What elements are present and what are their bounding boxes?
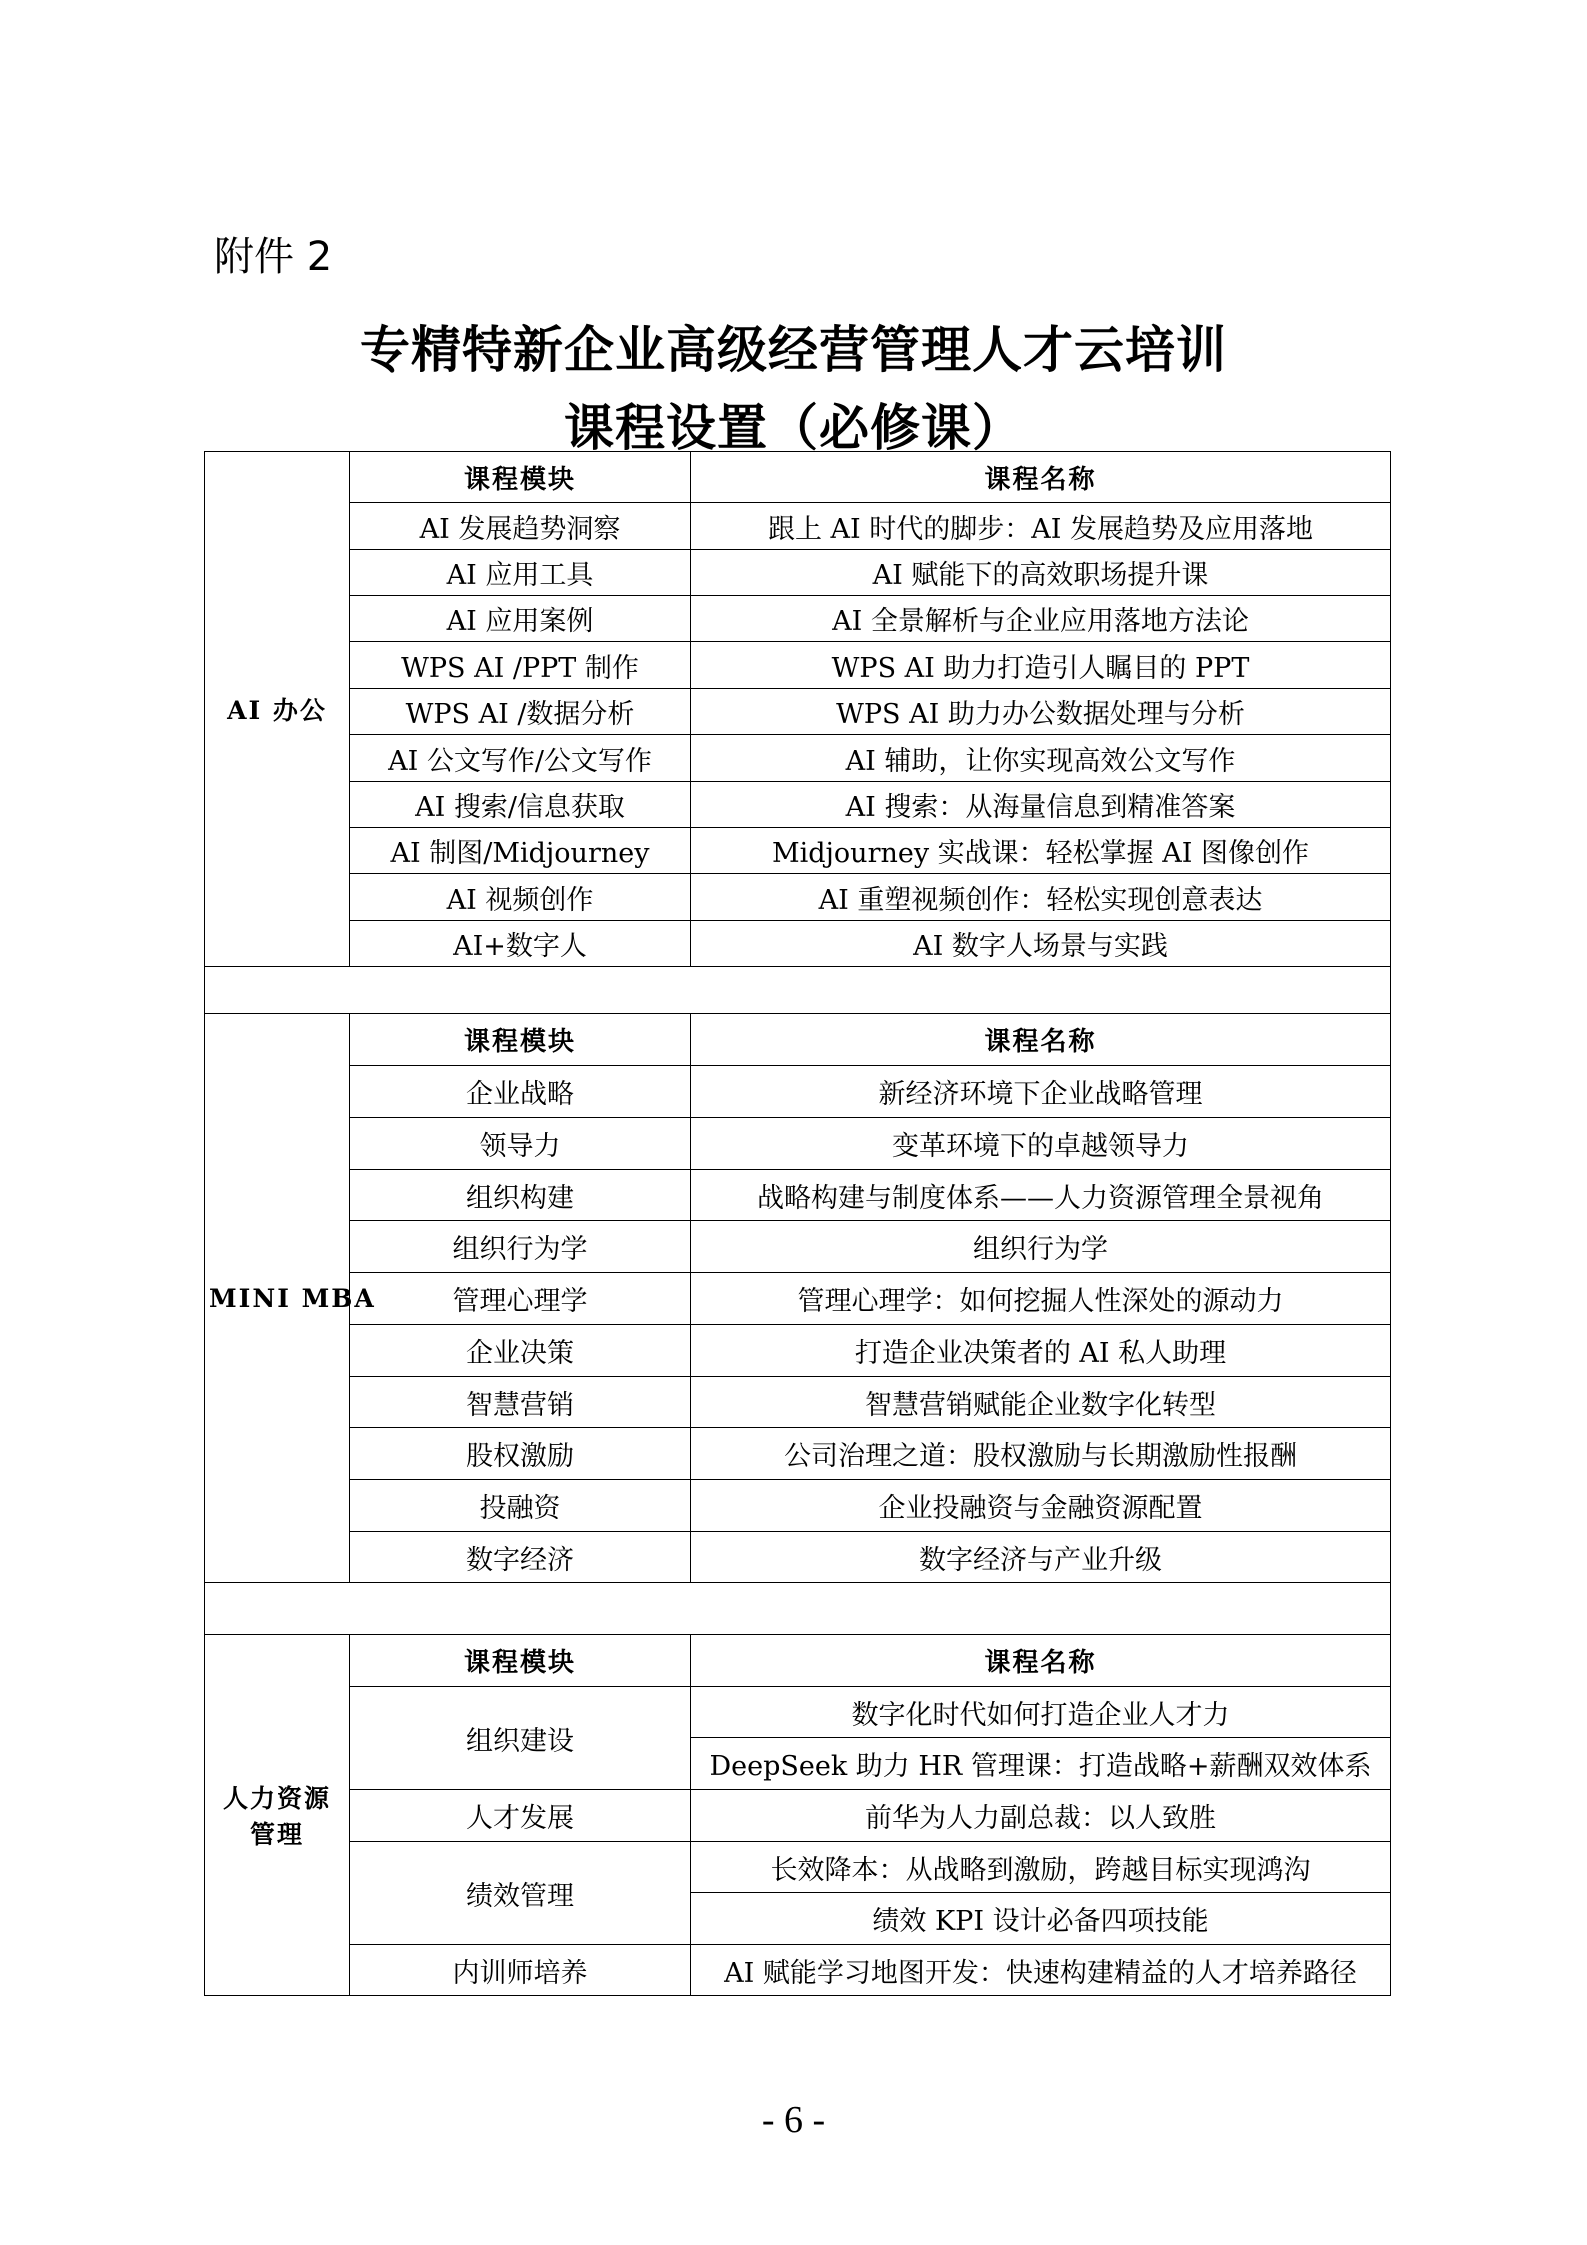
attachment-label: 附件 2 (214, 234, 333, 280)
course-name-cell: 跟上 AI 时代的脚步：AI 发展趋势及应用落地 (691, 503, 1391, 550)
table-row (205, 1635, 1391, 1687)
module-cell: 组织建设 (350, 1687, 691, 1790)
table-row (205, 503, 1391, 550)
table-row (205, 1014, 1391, 1066)
table-row (205, 642, 1391, 689)
module-cell: AI 应用工具 (350, 550, 691, 596)
table-row (205, 1480, 1391, 1532)
module-cell: 数字经济 (350, 1532, 691, 1583)
table-row (205, 828, 1391, 874)
module-cell: WPS AI /PPT 制作 (350, 642, 691, 689)
course-name-cell: 前华为人力副总裁：以人致胜 (691, 1790, 1391, 1842)
table-row (205, 1273, 1391, 1325)
header-course-name: 课程名称 (691, 1635, 1391, 1687)
table-row (205, 1221, 1391, 1273)
category-line: 人力资源 (222, 1784, 331, 1813)
table-row (205, 1377, 1391, 1428)
table-row (205, 874, 1391, 921)
module-cell: AI+数字人 (350, 921, 691, 967)
spacer-row (205, 967, 1391, 1014)
table-row (205, 1118, 1391, 1170)
course-name-cell: AI 赋能学习地图开发：快速构建精益的人才培养路径 (691, 1945, 1391, 1996)
course-name-cell: 企业投融资与金融资源配置 (691, 1480, 1391, 1532)
course-name-cell: 打造企业决策者的 AI 私人助理 (691, 1325, 1391, 1377)
module-cell: 智慧营销 (350, 1377, 691, 1428)
category-line: 管理 (249, 1820, 304, 1849)
header-module: 课程模块 (350, 452, 691, 503)
category-ai-office: AI 办公 (205, 452, 350, 967)
module-cell: 组织行为学 (350, 1221, 691, 1273)
course-name-cell: 变革环境下的卓越领导力 (691, 1118, 1391, 1170)
module-cell: WPS AI /数据分析 (350, 689, 691, 735)
course-name-cell: AI 全景解析与企业应用落地方法论 (691, 596, 1391, 642)
header-course-name: 课程名称 (691, 452, 1391, 503)
table-row (205, 782, 1391, 828)
table-row (205, 735, 1391, 782)
module-cell: 内训师培养 (350, 1945, 691, 1996)
course-name-cell: 智慧营销赋能企业数字化转型 (691, 1377, 1391, 1428)
module-cell: AI 应用案例 (350, 596, 691, 642)
table-row (205, 921, 1391, 967)
module-cell: AI 发展趋势洞察 (350, 503, 691, 550)
module-cell: AI 搜索/信息获取 (350, 782, 691, 828)
category-mini-mba: MINI MBA (205, 1014, 350, 1583)
module-cell: 投融资 (350, 1480, 691, 1532)
table-row (205, 1687, 1391, 1738)
course-name-cell: WPS AI 助力打造引人瞩目的 PPT (691, 642, 1391, 689)
document-subtitle: 课程设置（必修课） (564, 399, 1023, 457)
course-name-cell: 数字化时代如何打造企业人才力 (691, 1687, 1391, 1738)
module-cell: AI 制图/Midjourney (350, 828, 691, 874)
empty-cell (205, 1583, 1391, 1635)
module-cell: 管理心理学 (350, 1273, 691, 1325)
empty-cell (205, 967, 1391, 1014)
module-cell: 绩效管理 (350, 1842, 691, 1945)
table-row (205, 1325, 1391, 1377)
module-cell: 企业战略 (350, 1066, 691, 1118)
table-row (205, 1066, 1391, 1118)
table-row (205, 1170, 1391, 1221)
header-course-name: 课程名称 (691, 1014, 1391, 1066)
course-name-cell: AI 赋能下的高效职场提升课 (691, 550, 1391, 596)
course-name-cell: AI 搜索：从海量信息到精准答案 (691, 782, 1391, 828)
course-name-cell: 管理心理学：如何挖掘人性深处的源动力 (691, 1273, 1391, 1325)
category-hr-management (205, 1635, 350, 1996)
module-cell: 股权激励 (350, 1428, 691, 1480)
table-row (205, 1945, 1391, 1996)
table-row (205, 1428, 1391, 1480)
module-cell: 人才发展 (350, 1790, 691, 1842)
table-row (205, 1790, 1391, 1842)
module-cell: 企业决策 (350, 1325, 691, 1377)
header-module: 课程模块 (350, 1635, 691, 1687)
course-name-cell: WPS AI 助力办公数据处理与分析 (691, 689, 1391, 735)
course-name-cell: 绩效 KPI 设计必备四项技能 (691, 1893, 1391, 1945)
table-row (205, 550, 1391, 596)
course-name-cell: 公司治理之道：股权激励与长期激励性报酬 (691, 1428, 1391, 1480)
document-title: 专精特新企业高级经营管理人才云培训 (360, 321, 1227, 379)
course-name-cell: 长效降本：从战略到激励，跨越目标实现鸿沟 (691, 1842, 1391, 1893)
course-table (204, 451, 1391, 1996)
page-number: - 6 - (761, 2099, 826, 2141)
course-name-cell: 战略构建与制度体系——人力资源管理全景视角 (691, 1170, 1391, 1221)
course-name-cell: AI 辅助，让你实现高效公文写作 (691, 735, 1391, 782)
course-name-cell: AI 数字人场景与实践 (691, 921, 1391, 967)
table-row (205, 1532, 1391, 1583)
header-module: 课程模块 (350, 1014, 691, 1066)
module-cell: 领导力 (350, 1118, 691, 1170)
spacer-row (205, 1583, 1391, 1635)
table-row (205, 1842, 1391, 1893)
course-name-cell: 新经济环境下企业战略管理 (691, 1066, 1391, 1118)
course-name-cell: DeepSeek 助力 HR 管理课：打造战略+薪酬双效体系 (691, 1738, 1391, 1790)
course-name-cell: 数字经济与产业升级 (691, 1532, 1391, 1583)
course-name-cell: 组织行为学 (691, 1221, 1391, 1273)
course-name-cell: AI 重塑视频创作：轻松实现创意表达 (691, 874, 1391, 921)
table-row (205, 596, 1391, 642)
course-name-cell: Midjourney 实战课：轻松掌握 AI 图像创作 (691, 828, 1391, 874)
table-row (205, 689, 1391, 735)
module-cell: 组织构建 (350, 1170, 691, 1221)
table-row (205, 452, 1391, 503)
module-cell: AI 公文写作/公文写作 (350, 735, 691, 782)
module-cell: AI 视频创作 (350, 874, 691, 921)
